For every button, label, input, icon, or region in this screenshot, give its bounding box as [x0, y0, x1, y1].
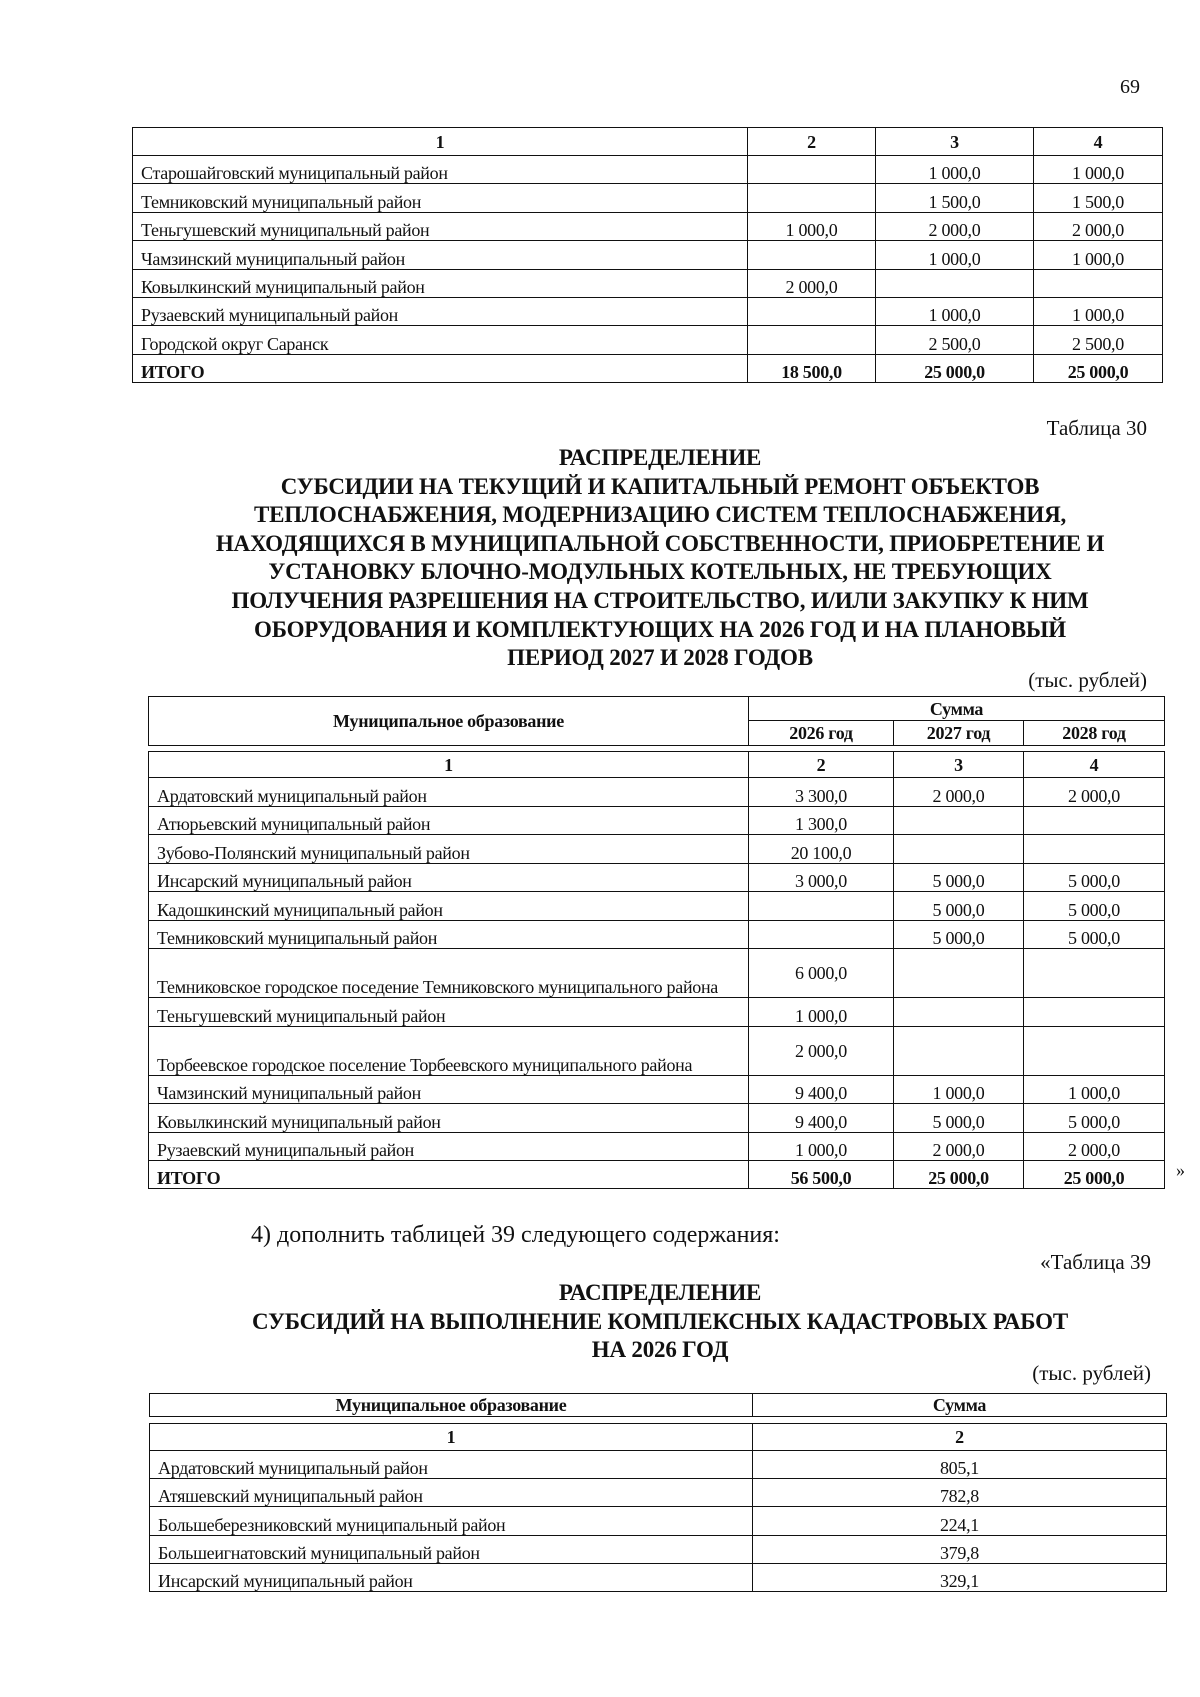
column-number: 2	[749, 752, 894, 778]
amount-cell: 1 000,0	[749, 1132, 894, 1161]
column-number: 4	[1024, 752, 1165, 778]
amount-cell: 224,1	[753, 1507, 1167, 1535]
title-line: РАСПРЕДЕЛЕНИЕ	[558, 445, 762, 470]
column-number: 3	[894, 752, 1024, 778]
amount-cell: 2 000,0	[1034, 212, 1163, 240]
amount-cell	[894, 835, 1024, 864]
entity-name-cell: Теньгушевский муниципальный район	[149, 998, 749, 1027]
amount-cell: 1 000,0	[1034, 297, 1163, 325]
page-number: 69	[1120, 76, 1140, 98]
table-row	[133, 269, 1163, 297]
amount-cell: 1 000,0	[1034, 156, 1163, 184]
title-line: ТЕПЛОСНАБЖЕНИЯ, МОДЕРНИЗАЦИЮ СИСТЕМ ТЕПЛОСНАБЖЕНИЯ,	[253, 502, 1067, 528]
table-row	[149, 863, 1165, 892]
amount-cell: 2 500,0	[876, 326, 1034, 354]
header-year-2028: 2028 год	[1024, 721, 1165, 746]
amount-cell	[748, 326, 876, 354]
amount-cell: 5 000,0	[1024, 1104, 1165, 1133]
column-number: 3	[876, 128, 1034, 156]
header-sum: Сумма	[753, 1394, 1167, 1417]
column-number: 1	[133, 128, 748, 156]
table-row	[149, 778, 1165, 807]
entity-name-cell: Темниковский муниципальный район	[149, 920, 749, 949]
entity-name-cell: Рузаевский муниципальный район	[133, 297, 748, 325]
total-label: ИТОГО	[133, 354, 748, 382]
title-line: ОБОРУДОВАНИЯ И КОМПЛЕКТУЮЩИХ НА 2026 ГОД И НА ПЛАНОВЫЙ	[254, 616, 1066, 642]
total-amount: 25 000,0	[894, 1161, 1024, 1189]
amount-cell	[748, 156, 876, 184]
entity-name-cell: Зубово-Полянский муниципальный район	[149, 835, 749, 864]
table-row	[149, 949, 1165, 998]
amount-cell: 3 000,0	[749, 863, 894, 892]
amount-cell: 782,8	[753, 1479, 1167, 1507]
table-39-units: (тыс. рублей)	[1032, 1361, 1151, 1385]
table-row	[150, 1451, 1167, 1479]
table-30-label: Таблица 30	[1046, 416, 1147, 440]
amount-cell	[748, 241, 876, 269]
amount-cell	[749, 892, 894, 921]
table-39-label: «Таблица 39	[1040, 1250, 1151, 1274]
amount-cell: 1 000,0	[876, 297, 1034, 325]
column-number: 2	[748, 128, 876, 156]
amount-cell: 5 000,0	[1024, 920, 1165, 949]
entity-name-cell: Большеигнатовский муниципальный район	[150, 1535, 753, 1563]
amount-cell: 5 000,0	[894, 863, 1024, 892]
amount-cell	[749, 920, 894, 949]
total-amount: 25 000,0	[876, 354, 1034, 382]
amount-cell: 2 000,0	[894, 778, 1024, 807]
amount-cell	[894, 806, 1024, 835]
total-row	[149, 1161, 1165, 1189]
table-row	[150, 1507, 1167, 1535]
amount-cell: 1 000,0	[749, 998, 894, 1027]
entity-name-cell: Чамзинский муниципальный район	[149, 1075, 749, 1104]
header-entity: Муниципальное образование	[149, 697, 749, 746]
title-line: ПЕРИОД 2027 И 2028 ГОДОВ	[507, 645, 813, 671]
entity-name-cell: Торбеевское городское поселение Торбеевского муниципального района	[149, 1026, 749, 1075]
amount-cell	[894, 949, 1024, 998]
amount-cell: 20 100,0	[749, 835, 894, 864]
amount-cell: 1 300,0	[749, 806, 894, 835]
amount-cell: 2 500,0	[1034, 326, 1163, 354]
amount-cell: 5 000,0	[894, 892, 1024, 921]
amount-cell: 5 000,0	[894, 920, 1024, 949]
amount-cell	[748, 297, 876, 325]
amount-cell: 379,8	[753, 1535, 1167, 1563]
header-entity: Муниципальное образование	[150, 1394, 753, 1417]
title-line: ПОЛУЧЕНИЯ РАЗРЕШЕНИЯ НА СТРОИТЕЛЬСТВО, И/ИЛИ ЗАКУПКУ К НИМ	[231, 587, 1089, 613]
table-row	[149, 806, 1165, 835]
table-row	[133, 156, 1163, 184]
title-line: НАХОДЯЩИХСЯ В МУНИЦИПАЛЬНОЙ СОБСТВЕННОСТИ, ПРИОБРЕТЕНИЕ И	[215, 530, 1105, 556]
table-row	[149, 835, 1165, 864]
entity-name-cell: Темниковское городское поседение Темниковского муниципального района	[149, 949, 749, 998]
amount-cell: 2 000,0	[894, 1132, 1024, 1161]
table-39-header	[149, 1393, 1167, 1417]
column-number: 4	[1034, 128, 1163, 156]
closing-quote: »	[1176, 1160, 1185, 1180]
amount-cell: 3 300,0	[749, 778, 894, 807]
entity-name-cell: Городской округ Саранск	[133, 326, 748, 354]
table-row	[149, 998, 1165, 1027]
amount-cell: 2 000,0	[748, 269, 876, 297]
amount-cell	[748, 184, 876, 212]
header-sum: Сумма	[749, 697, 1165, 721]
amount-cell: 1 000,0	[876, 156, 1034, 184]
table-row	[133, 184, 1163, 212]
table-row	[133, 241, 1163, 269]
amount-cell: 1 000,0	[876, 241, 1034, 269]
entity-name-cell: Ковылкинский муниципальный район	[133, 269, 748, 297]
entity-name-cell: Большеберезниковский муниципальный район	[150, 1507, 753, 1535]
column-number-row	[149, 752, 1165, 778]
table-39-title	[150, 1279, 1170, 1365]
table-row	[149, 920, 1165, 949]
column-number-row	[150, 1424, 1167, 1451]
table-row	[149, 1132, 1165, 1161]
title-line: РАСПРЕДЕЛЕНИЕ	[558, 1280, 762, 1305]
amount-cell: 2 000,0	[1024, 778, 1165, 807]
entity-name-cell: Атюрьевский муниципальный район	[149, 806, 749, 835]
table-row	[133, 326, 1163, 354]
total-amount: 18 500,0	[748, 354, 876, 382]
entity-name-cell: Кадошкинский муниципальный район	[149, 892, 749, 921]
amount-cell	[1024, 949, 1165, 998]
table-row	[149, 1104, 1165, 1133]
entity-name-cell: Темниковский муниципальный район	[133, 184, 748, 212]
table-row	[150, 1535, 1167, 1563]
table-30-title	[150, 444, 1170, 673]
amount-cell: 1 500,0	[1034, 184, 1163, 212]
header-year-2027: 2027 год	[894, 721, 1024, 746]
table-continued	[132, 127, 1163, 383]
entity-name-cell: Ардатовский муниципальный район	[149, 778, 749, 807]
amount-cell: 1 000,0	[894, 1075, 1024, 1104]
amount-cell	[1024, 1026, 1165, 1075]
table-row	[149, 1075, 1165, 1104]
table-row	[149, 892, 1165, 921]
amount-cell: 329,1	[753, 1563, 1167, 1591]
amount-cell: 1 000,0	[1024, 1075, 1165, 1104]
amount-cell: 2 000,0	[876, 212, 1034, 240]
entity-name-cell: Ардатовский муниципальный район	[150, 1451, 753, 1479]
entity-name-cell: Инсарский муниципальный район	[150, 1563, 753, 1591]
table-30	[148, 751, 1165, 1189]
entity-name-cell: Рузаевский муниципальный район	[149, 1132, 749, 1161]
header-year-2026: 2026 год	[749, 721, 894, 746]
entity-name-cell: Инсарский муниципальный район	[149, 863, 749, 892]
amount-cell: 9 400,0	[749, 1075, 894, 1104]
amount-cell: 5 000,0	[1024, 892, 1165, 921]
amendment-paragraph: 4) дополнить таблицей 39 следующего содержания:	[251, 1222, 780, 1248]
amount-cell: 5 000,0	[1024, 863, 1165, 892]
amount-cell	[876, 269, 1034, 297]
amount-cell: 1 000,0	[748, 212, 876, 240]
entity-name-cell: Чамзинский муниципальный район	[133, 241, 748, 269]
title-line: СУБСИДИЙ НА ВЫПОЛНЕНИЕ КОМПЛЕКСНЫХ КАДАСТРОВЫХ РАБОТ	[252, 1308, 1068, 1334]
table-row	[150, 1479, 1167, 1507]
table-row	[150, 1563, 1167, 1591]
table-row	[133, 297, 1163, 325]
title-line: УСТАНОВКУ БЛОЧНО-МОДУЛЬНЫХ КОТЕЛЬНЫХ, НЕ ТРЕБУЮЩИХ	[268, 559, 1052, 585]
total-label: ИТОГО	[149, 1161, 749, 1189]
amount-cell	[894, 1026, 1024, 1075]
table-30-units: (тыс. рублей)	[1028, 668, 1147, 692]
table-row	[149, 1026, 1165, 1075]
table-row	[133, 212, 1163, 240]
table-39	[149, 1423, 1167, 1592]
amount-cell	[1024, 835, 1165, 864]
total-amount: 25 000,0	[1024, 1161, 1165, 1189]
amount-cell	[1034, 269, 1163, 297]
title-line: СУБСИДИИ НА ТЕКУЩИЙ И КАПИТАЛЬНЫЙ РЕМОНТ ОБЪЕКТОВ	[280, 473, 1040, 499]
amount-cell: 2 000,0	[1024, 1132, 1165, 1161]
total-amount: 56 500,0	[749, 1161, 894, 1189]
amount-cell: 1 500,0	[876, 184, 1034, 212]
column-number: 1	[149, 752, 749, 778]
table-30-header	[148, 696, 1165, 746]
total-amount: 25 000,0	[1034, 354, 1163, 382]
amount-cell	[1024, 998, 1165, 1027]
column-number: 1	[150, 1424, 753, 1451]
amount-cell: 5 000,0	[894, 1104, 1024, 1133]
title-line: НА 2026 ГОД	[591, 1337, 729, 1363]
entity-name-cell: Ковылкинский муниципальный район	[149, 1104, 749, 1133]
amount-cell: 805,1	[753, 1451, 1167, 1479]
entity-name-cell: Атяшевский муниципальный район	[150, 1479, 753, 1507]
amount-cell: 2 000,0	[749, 1026, 894, 1075]
amount-cell: 1 000,0	[1034, 241, 1163, 269]
amount-cell: 6 000,0	[749, 949, 894, 998]
entity-name-cell: Теньгушевский муниципальный район	[133, 212, 748, 240]
total-row	[133, 354, 1163, 382]
amount-cell: 9 400,0	[749, 1104, 894, 1133]
amount-cell	[894, 998, 1024, 1027]
entity-name-cell: Старошайговский муниципальный район	[133, 156, 748, 184]
column-number-row	[133, 128, 1163, 156]
column-number: 2	[753, 1424, 1167, 1451]
amount-cell	[1024, 806, 1165, 835]
